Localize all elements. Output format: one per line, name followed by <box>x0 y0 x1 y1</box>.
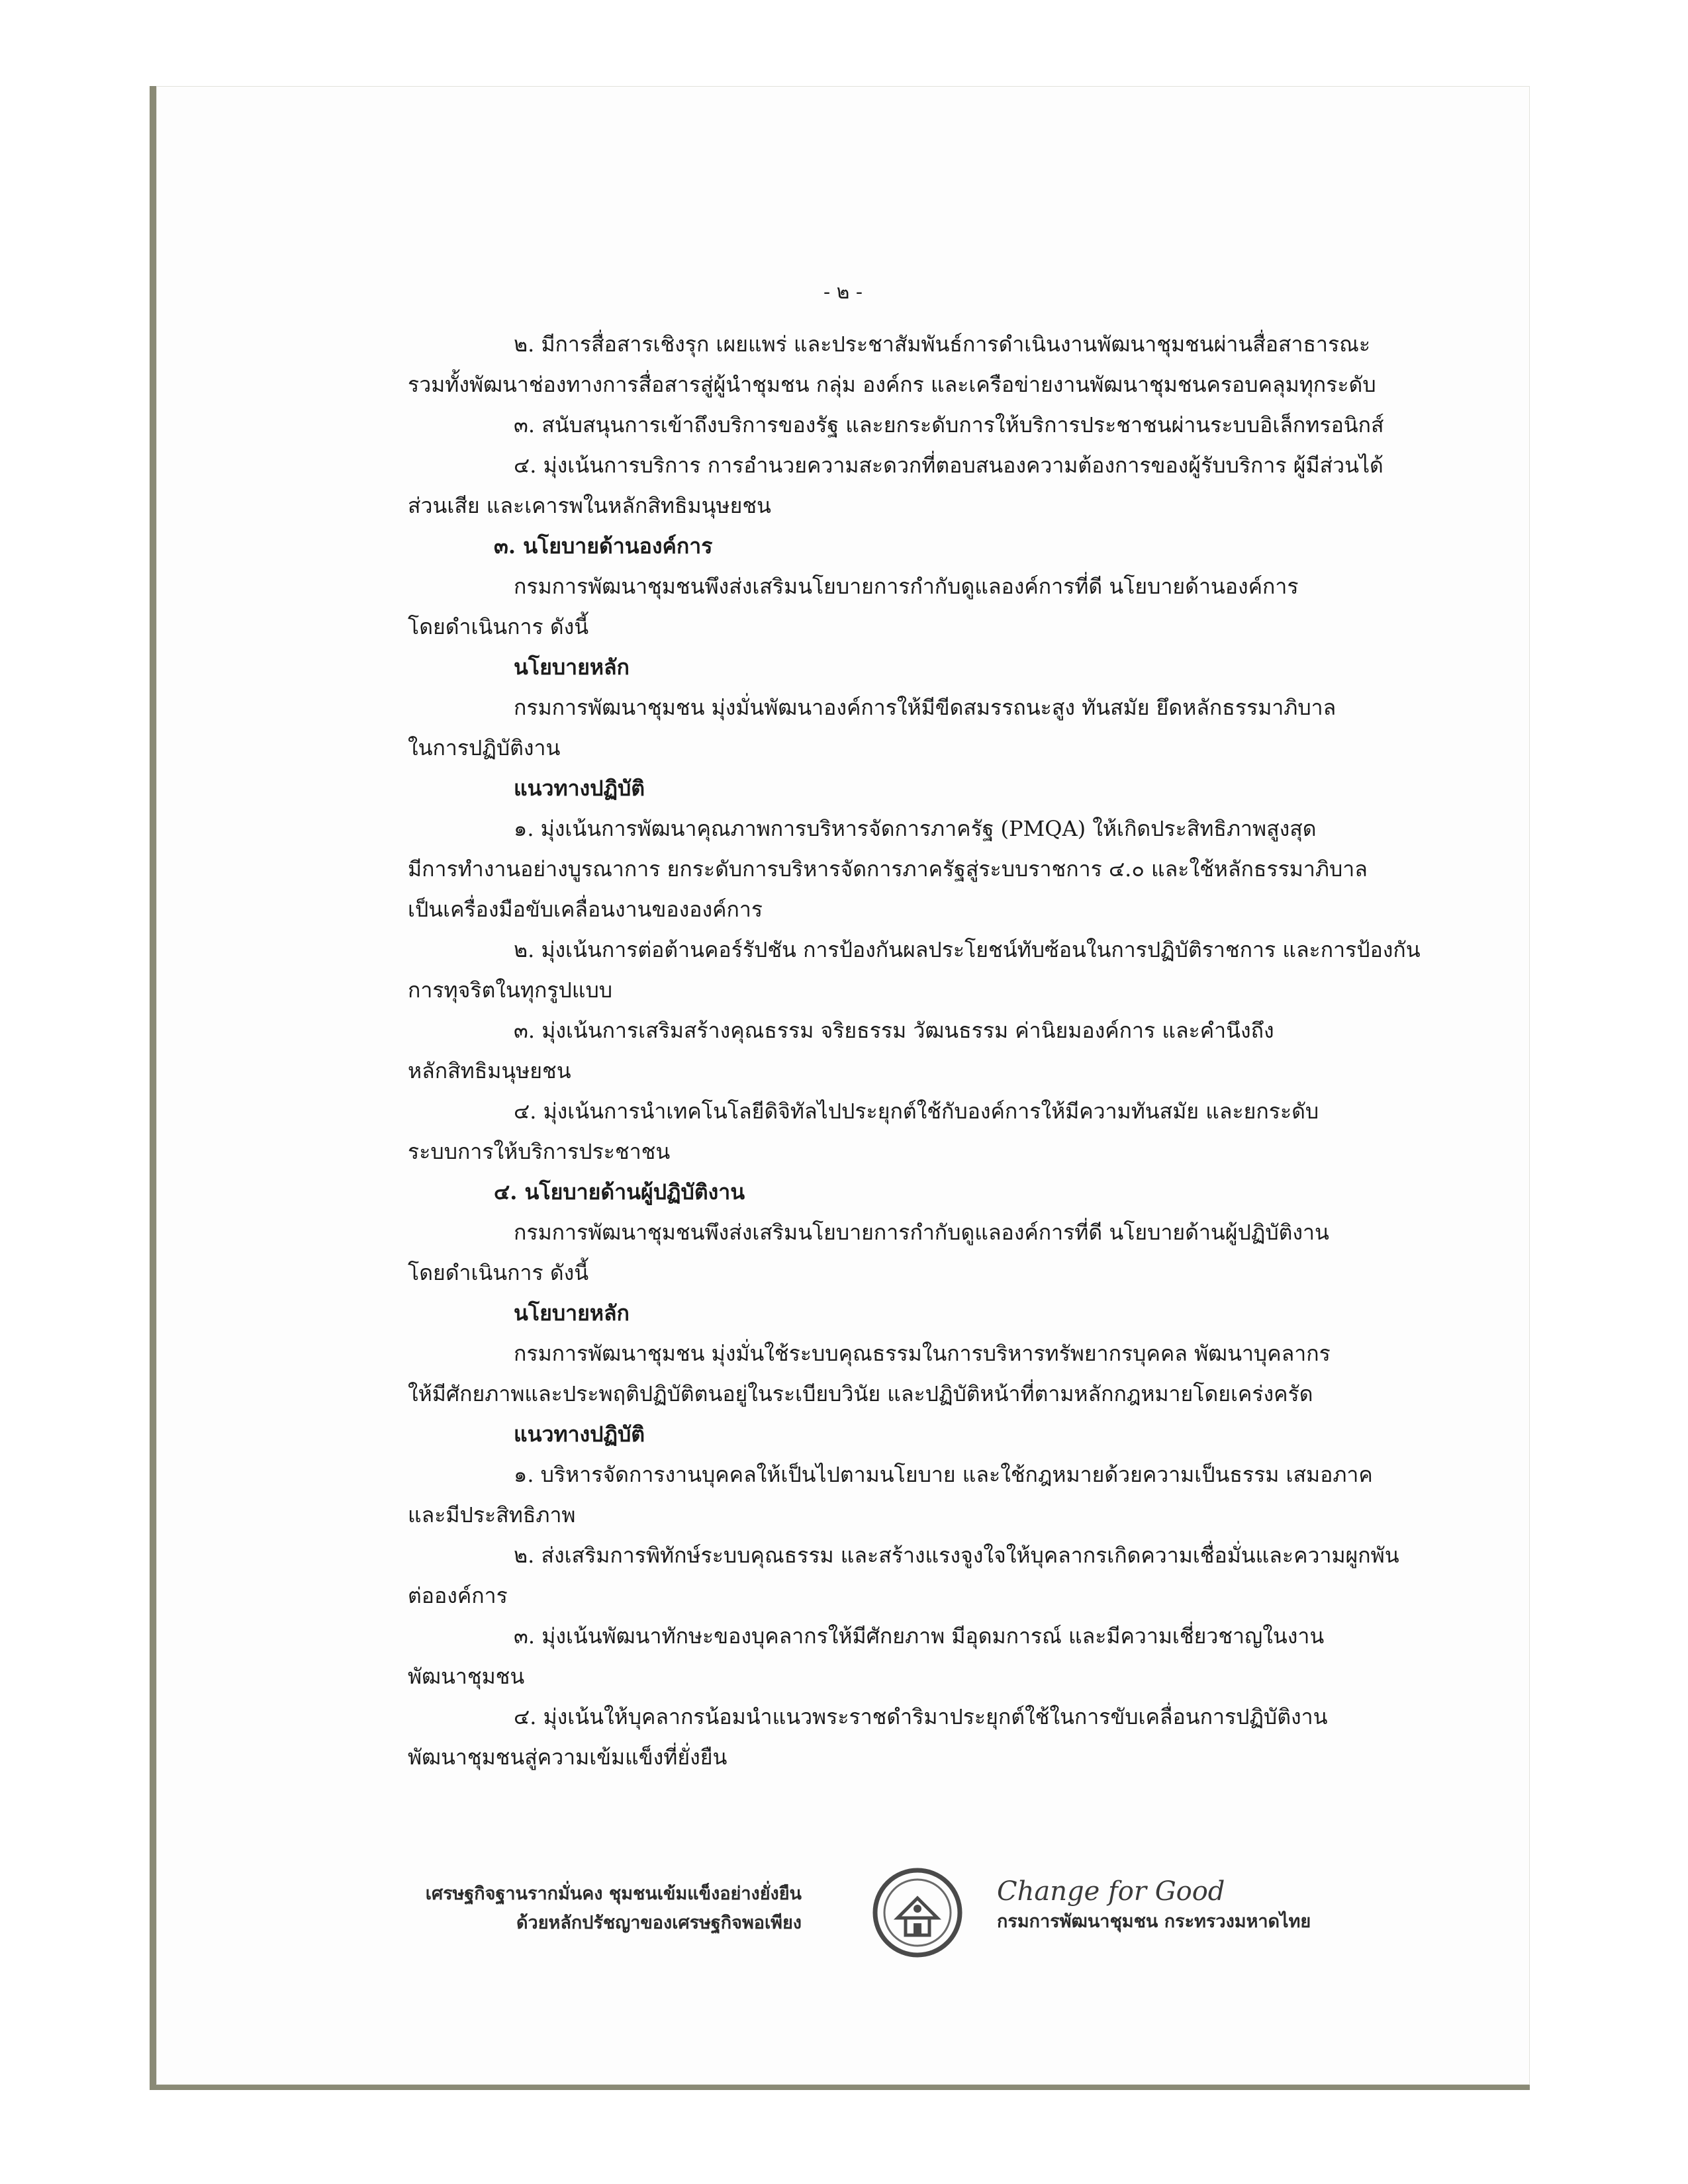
paragraph-line: ส่วนเสีย และเคารพในหลักสิทธิมนุษยชน <box>408 493 771 518</box>
paragraph-line: โดยดำเนินการ ดังนี้ <box>408 614 589 639</box>
paragraph-line: ระบบการให้บริการประชาชน <box>408 1139 671 1164</box>
community-development-emblem-icon <box>871 1866 964 1959</box>
paragraph-line: ๓. มุ่งเน้นพัฒนาทักษะของบุคลากรให้มีศักยภาพ มีอุดมการณ์ และมีความเชี่ยวชาญในงาน <box>514 1623 1325 1649</box>
paragraph-line: ต่อองค์การ <box>408 1583 508 1608</box>
paragraph-line: ๓. มุ่งเน้นการเสริมสร้างคุณธรรม จริยธรรม วัฒนธรรม ค่านิยมองค์การ และคำนึงถึง <box>514 1018 1274 1043</box>
paragraph-line: ๑. บริหารจัดการงานบุคคลให้เป็นไปตามนโยบาย และใช้กฎหมายด้วยความเป็นธรรม เสมอภาค <box>514 1462 1373 1487</box>
section-heading: ๓. นโยบายด้านองค์การ <box>494 533 713 559</box>
paragraph-line: และมีประสิทธิภาพ <box>408 1502 576 1527</box>
paragraph-line: มีการทำงานอย่างบูรณาการ ยกระดับการบริหารจัดการภาครัฐสู่ระบบราชการ ๔.๐ และใช้หลักธรรมาภิบาล <box>408 856 1368 882</box>
section-heading: แนวทางปฏิบัติ <box>514 776 645 801</box>
paragraph-line: ในการปฏิบัติงาน <box>408 735 561 760</box>
paragraph-line: รวมทั้งพัฒนาช่องทางการสื่อสารสู่ผู้นำชุมชน กลุ่ม องค์กร และเครือข่ายงานพัฒนาชุมชนครอบคลุมทุกระดับ <box>408 372 1376 397</box>
page-footer <box>156 1866 1530 1972</box>
footer-brand <box>997 1876 1311 1936</box>
paragraph-line: ๔. มุ่งเน้นการบริการ การอำนวยความสะดวกที่ตอบสนองความต้องการของผู้รับบริการ ผู้มีส่วนได้ <box>514 453 1383 478</box>
paragraph-line: ๔. มุ่งเน้นให้บุคลากรน้อมนำแนวพระราชดำริมาประยุกต์ใช้ในการขับเคลื่อนการปฏิบัติงาน <box>514 1704 1328 1729</box>
paragraph-line: ให้มีศักยภาพและประพฤติปฏิบัติตนอยู่ในระเบียบวินัย และปฏิบัติหน้าที่ตามหลักกฎหมายโดยเคร่งครัด <box>408 1381 1313 1406</box>
paragraph-line: ๒. ส่งเสริมการพิทักษ์ระบบคุณธรรม และสร้างแรงจูงใจให้บุคลากรเกิดความเชื่อมั่นและความผูกพัน <box>514 1543 1399 1568</box>
paragraph-line: กรมการพัฒนาชุมชน มุ่งมั่นใช้ระบบคุณธรรมในการบริหารทรัพยากรบุคคล พัฒนาบุคลากร <box>514 1341 1331 1366</box>
paragraph-line: การทุจริตในทุกรูปแบบ <box>408 978 613 1003</box>
paragraph-line: พัฒนาชุมชนสู่ความเข้มแข็งที่ยั่งยืน <box>408 1745 727 1770</box>
section-heading: นโยบายหลัก <box>514 655 630 680</box>
paragraph-line: เป็นเครื่องมือขับเคลื่อนงานขององค์การ <box>408 897 763 922</box>
brand-organization: กรมการพัฒนาชุมชน กระทรวงมหาดไทย <box>997 1911 1311 1932</box>
document-body <box>408 324 1533 1778</box>
footer-slogan <box>426 1880 802 1938</box>
paragraph-line: พัฒนาชุมชน <box>408 1664 525 1689</box>
section-heading: แนวทางปฏิบัติ <box>514 1422 645 1447</box>
paragraph-line: ๑. มุ่งเน้นการพัฒนาคุณภาพการบริหารจัดการภาครัฐ (PMQA) ให้เกิดประสิทธิภาพสูงสุด <box>514 816 1317 841</box>
paragraph-line: กรมการพัฒนาชุมชน มุ่งมั่นพัฒนาองค์การให้มีขีดสมรรถนะสูง ทันสมัย ยึดหลักธรรมาภิบาล <box>514 695 1336 720</box>
paragraph-line: ๔. มุ่งเน้นการนำเทคโนโลยีดิจิทัลไปประยุกต์ใช้กับองค์การให้มีความทันสมัย และยกระดับ <box>514 1099 1319 1124</box>
footer-slogan-line-1: เศรษฐกิจฐานรากมั่นคง ชุมชนเข้มแข็งอย่างยั่งยืน <box>425 1884 802 1904</box>
paragraph-line: กรมการพัฒนาชุมชนพึงส่งเสริมนโยบายการกำกับดูแลองค์การที่ดี นโยบายด้านองค์การ <box>514 574 1299 599</box>
paragraph-line: ๒. มุ่งเน้นการต่อต้านคอร์รัปชัน การป้องกันผลประโยชน์ทับซ้อนในการปฏิบัติราชการ และการป้องกัน <box>514 937 1421 962</box>
section-heading: ๔. นโยบายด้านผู้ปฏิบัติงาน <box>494 1179 745 1205</box>
section-heading: นโยบายหลัก <box>514 1300 630 1326</box>
brand-slogan: Change for Good <box>997 1876 1225 1907</box>
document-page <box>150 86 1530 2090</box>
paragraph-line: ๓. สนับสนุนการเข้าถึงบริการของรัฐ และยกระดับการให้บริการประชาชนผ่านระบบอิเล็กทรอนิกส์ <box>514 412 1384 437</box>
footer-slogan-line-2: ด้วยหลักปรัชญาของเศรษฐกิจพอเพียง <box>516 1913 802 1933</box>
paragraph-line: โดยดำเนินการ ดังนี้ <box>408 1260 589 1285</box>
paragraph-line: กรมการพัฒนาชุมชนพึงส่งเสริมนโยบายการกำกับดูแลองค์การที่ดี นโยบายด้านผู้ปฏิบัติงาน <box>514 1220 1329 1245</box>
paragraph-line: หลักสิทธิมนุษยชน <box>408 1058 571 1083</box>
paragraph-line: ๒. มีการสื่อสารเชิงรุก เผยแพร่ และประชาสัมพันธ์การดำเนินงานพัฒนาชุมชนผ่านสื่อสาธารณะ <box>514 332 1371 357</box>
page-number: - ๒ - <box>823 281 863 304</box>
